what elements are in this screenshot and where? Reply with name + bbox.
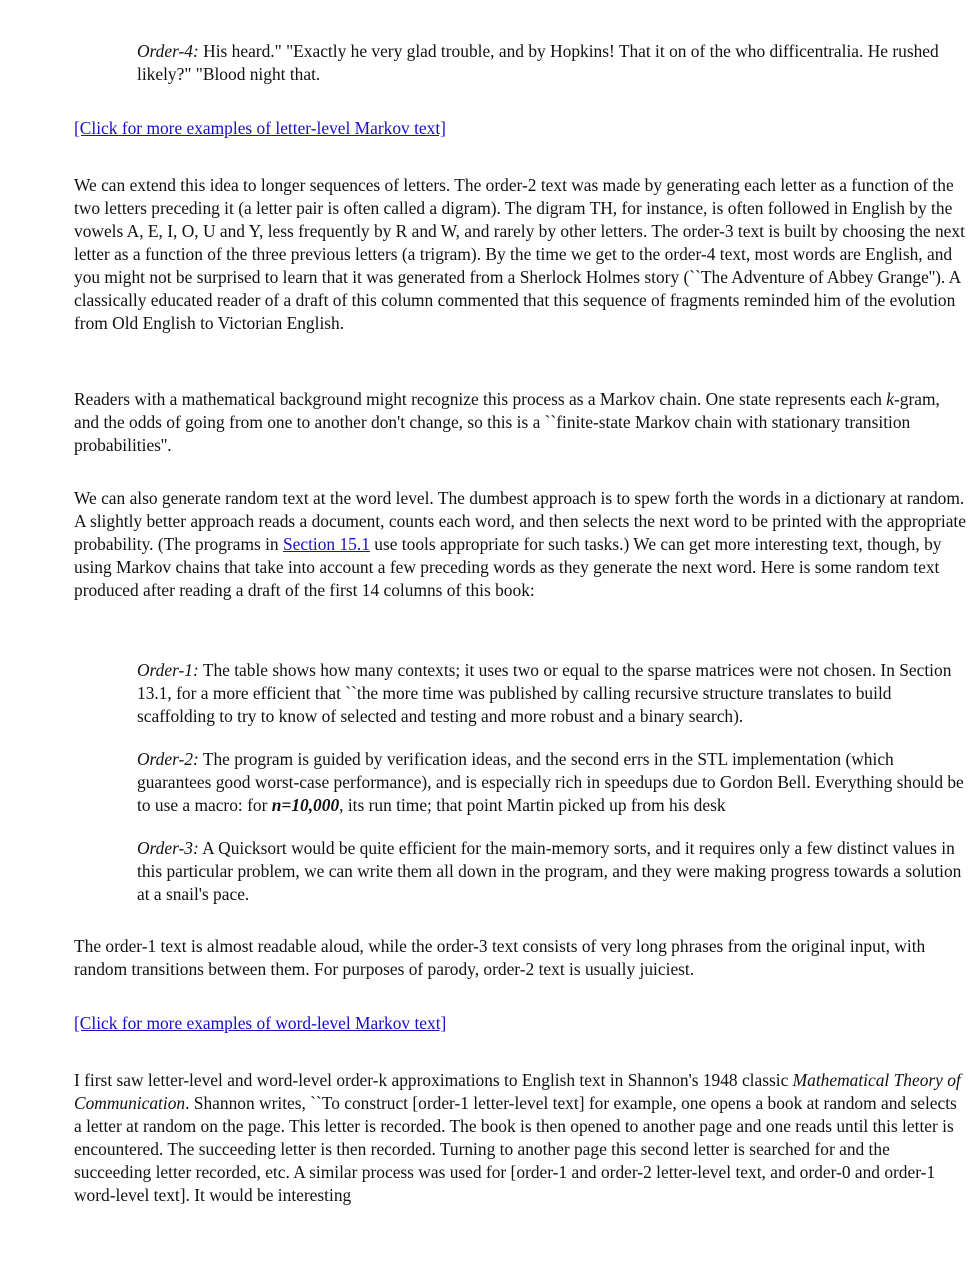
sample-text: , its run time; that point Martin picked up from his desk: [339, 795, 726, 815]
text-segment: . Shannon writes, ``To construct [order-1 letter-level text] for example, one opens a book at random and selects a letter at random on the page. This letter is recorded. The book is then opened to another page and one reads until this letter is encountered. The succeeding letter is then recorded. Turning to another page this second letter is searched for and the succeeding letter recorded, etc. A similar process was used for [order-1 and order-2 letter-level text, and order-0 and order-1 word-level text]. It would be interesting: [74, 1093, 957, 1205]
order-label: Order-1:: [137, 660, 199, 680]
n-variable: n: [271, 795, 282, 815]
sample-text: The program is guided by verification ideas, and the second errs in the STL implementation (which guarantees good worst-case performance), and is especially rich in speedups due to Gordon Bell. Everything should be to use a macro: for: [137, 749, 964, 815]
sample-text: The table shows how many contexts; it uses two or equal to the sparse matrices were not chosen. In Section 13.1, for a more efficient that ``the more time was published by calling recursive structure translates to build scaffolding to try to know of selected and testing and more robust and a binary search).: [137, 660, 952, 726]
word-examples-link[interactable]: [Click for more examples of word-level Markov text]: [74, 1013, 447, 1033]
paragraph-shannon: [74, 1069, 966, 1207]
letter-examples-paragraph: [74, 117, 966, 140]
section-15-1-link[interactable]: Section 15.1: [282, 534, 370, 554]
paragraph-readability: The order-1 text is almost readable aloud, while the order-3 text consists of very long phrases from the original input, with random transitions between them. For purposes of parody, order-2 text is usually juiciest.: [74, 936, 926, 979]
k-variable: k: [886, 389, 894, 409]
word-examples-paragraph: [74, 1012, 966, 1035]
paragraph-extend-sequences: We can extend this idea to longer sequences of letters. The order-2 text was made by generating each letter as a function of the two letters preceding it (a letter pair is often called a digram). The digram TH, for instance, is often followed in English by the vowels A, E, I, O, U and Y, less frequently by R and W, and rarely by other letters. The order-3 text is built by choosing the next letter as a function of the three previous letters (a trigram). By the time we get to the order-4 text, most words are English, and you might not be surprised to learn that it was generated from a Sherlock Holmes story (``The Adventure of Abbey Grange''). A classically educated reader of a draft of this column commented that this sequence of fragments reminded him of the evolution from Old English to Victorian English.: [74, 175, 965, 333]
order-label: Order-2:: [137, 749, 199, 769]
letter-examples-link[interactable]: [Click for more examples of letter-level Markov text]: [74, 118, 446, 138]
paragraph-word-level: [74, 487, 966, 602]
text-segment: I first saw letter-level and word-level order-k approximations to English text in Shannon's 1948 classic: [74, 1070, 793, 1090]
order-1-word-sample: [137, 659, 967, 728]
order-2-word-sample: [137, 748, 967, 817]
order-4-letter-sample: [137, 40, 967, 86]
sample-text: A Quicksort would be quite efficient for the main-memory sorts, and it requires only a few distinct values in this particular problem, we can write them all down in the program, and they were making progress towards a solution at a snail's pace.: [137, 838, 962, 904]
order-3-word-sample: [137, 837, 967, 906]
order-label: Order-3:: [137, 838, 199, 858]
n-value: =10,000: [281, 795, 340, 815]
text-segment: -gram, and the odds of going from one to another don't change, so this is a ``finite-state Markov chain with stationary transition probabilities''.: [74, 389, 940, 455]
book-title: Mathematical Theory of Communication: [74, 1070, 961, 1113]
paragraph-markov-chain: [74, 388, 966, 457]
sample-text: His heard." "Exactly he very glad trouble, and by Hopkins! That it on of the who difficentralia. He rushed likely?" "Blood night that.: [137, 41, 939, 84]
order-label: Order-4:: [137, 41, 199, 61]
text-segment: We can also generate random text at the word level. The dumbest approach is to spew forth the words in a dictionary at random. A slightly better approach reads a document, counts each word, and then selects the next word to be printed with the appropriate probability. (The programs in: [74, 488, 966, 554]
text-segment: Readers with a mathematical background might recognize this process as a Markov chain. One state represents each: [74, 389, 887, 409]
text-segment: use tools appropriate for such tasks.) We can get more interesting text, though, by using Markov chains that take into account a few preceding words as they generate the next word. Here is some random text produced after reading a draft of the first 14 columns of this book:: [74, 534, 942, 600]
